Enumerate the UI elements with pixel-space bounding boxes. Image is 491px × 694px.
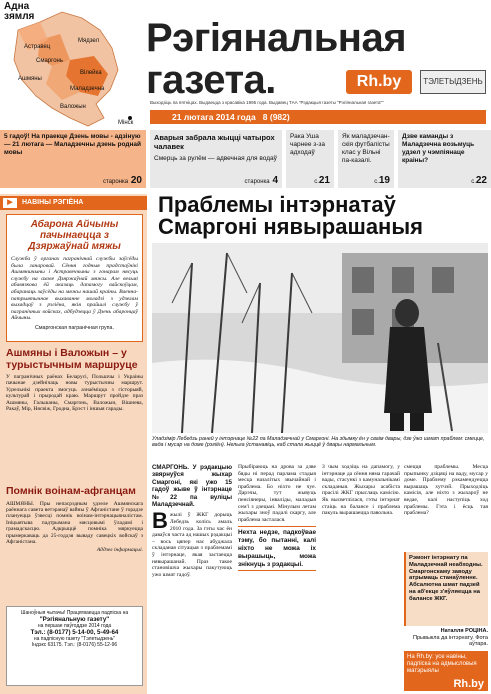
highlight-box: Рэмонт інтэрнату па Маладзечнай неабходны. Смаргонскаму заводу атрымаць станаўленне. Абсалютна шмат падзей на аб'екце з'яўляецца на балансе ЖКГ.: [404, 552, 488, 626]
article-headline: Праблемы інтэрнатаў Смаргоні нявырашаныя: [158, 192, 423, 239]
teaser-2[interactable]: Аварыя забрала жыцці чатырох чалавек Смерць за рулём — адвечная для водаў старонка 4: [150, 130, 282, 188]
city-minsk: Мінск: [118, 120, 134, 126]
article-column-1: [152, 464, 232, 578]
article-column-4: [404, 464, 488, 517]
city-astravec: Астравец: [24, 44, 51, 50]
brand-badge[interactable]: Rh.by: [346, 70, 412, 94]
drop-cap: В: [152, 508, 168, 534]
pull-quote: Нехта недзе, падкоўвае тэму, бо пытанні, калі ніхто не можа іх вырашыць, можа знікнуць з рэдакцыі.: [238, 526, 316, 571]
publication-info: Выходзіць па пятніцах. Выдаецца з красавіка 1995 года. Выдавец ТАА "Рэдакцыя газеты "Рэгіянальная газета"": [150, 100, 384, 105]
story-title: Помнік воінам-афганцам: [6, 485, 136, 497]
article-photo: [152, 243, 488, 433]
story-monument: [6, 486, 143, 554]
teaser-3[interactable]: Рака Уша чарнее з-за адходаў с.21: [286, 130, 334, 188]
city-smarhon: Смаргонь: [36, 58, 63, 64]
teaser-page: старонка 20: [102, 175, 142, 186]
city-maladzechna: Маладзечна: [70, 86, 105, 92]
article-column-3: [322, 464, 400, 517]
story-text: У пагранічных раёнах Беларусі, Польшчы і Украіны пачынае дзейнічаць новы турыстычны маршрут. Удзельнікі праекта змогуць азнаёміцца з гісторыяй, культурай і прыродай краю. Маршрут пройдзе праз Ашмяны, Гальшаны, Смаргонь, Валожын, Вішнева, Ракаў, Мір, Нясвіж, Гродна, Брэст і іншыя гарады.: [6, 374, 143, 413]
teaser-1[interactable]: 5 гадоў! На праекце Дзень мовы - адзіную — 21 лютага — Маладзечны дзень роднай мовы старонка 20: [0, 130, 146, 188]
newspaper-title-line1: Рэгіянальная: [146, 16, 407, 60]
teaser-page: старонка 4: [244, 175, 278, 186]
story-title: Ашмяны і Валожын – у турыстычным маршруце: [6, 347, 138, 371]
article-text: З чым ходзіць на дапамогу, у інтэрнаце да сёння няма гарачай вады, стасункі з камунальнікамі складаныя. Жыхары асабіста прасілі ЖКГ прыслаць камісію. Як высветлілася, гэты інтэрнат стаіць на балансе і праблема пакуль вырашаецца павольна.: [322, 464, 400, 517]
city-valozhyn: Валожын: [60, 104, 86, 110]
article-author: Наталля РОЦІНА. Прывыкла да інтэрнату. Фота аўтара.: [413, 628, 488, 647]
photo-scene: [152, 243, 488, 433]
story-signature: Аддзел інфармацыі.: [96, 547, 143, 554]
teaser-page: с.19: [374, 175, 390, 186]
date-bar: [150, 110, 486, 124]
note-text: Служба ў органах пагранічнай службы заўсёды была ганаровай. Сёння годныя прадстаўнікі Ашмяншчыны і Астравеччыны з гонарам нясуць службу на ахове Дзяржаўнай мяжы. Але вельмі абавязкова ёй аказаць дапамогу вайскоўцам, абаранаць заўсёды на мяжы нашай краіны. Ваенна-патрыятычнае выхаванне моладзі з удзелам выхадцаў з рэгіёна, якія прайшлі службу ў пагранічных войсках, адбудзецца ў Дзень абаронцаў Айчыны.: [11, 256, 138, 322]
article-text: Прыбіраюць на дрова за дзве бяды ні перад парлама стадыя месца назалітых звычайнай і праблема. Бо ніхто не чуе. Дарэчы, тут жывуць пенсіянеры, інваліды, маладыя сем'і з дзецьмі. Мінулым летам жыхары зноў падалі скаргу, але праблема засталася.: [238, 464, 316, 523]
article-lead: СМАРГОНЬ. У рэдакцыю звярнуўся жыхар Смаргоні, які ужо 15 гадоў жыве ў інтэрнаце №22 па вуліцы Маладзечнай.: [152, 464, 232, 509]
story-text: АШМЯНЫ. Пры непасрэдным удзеле Ашмянскага раённага савета ветэранаў вайны ў Афганістане ў горадзе плануецца ўзвесці помнік воінам-інтэрнацыяналістам. Ініцыятыва падтрымана мясцовымі ўладамі і грамадскасцю. Адкрыццё помніка мяркуецца прымеркаваць да 25-годдзя вываду савецкіх войскаў з Афганістана.: [6, 500, 143, 545]
city-ashmiany: Ашмяны: [18, 76, 42, 82]
section-arrow-icon: ▶: [3, 198, 17, 208]
article-text: смецця праблемы. Месца прыпынку дзіцяці на ваду, мусар у доме. Праблему рэкамендуецца вырашаць хутчэй. Прыходзіць камісія, але ніхто з жыхароў не ведае, калі наступіць ход праблемы. Гэта і ёсць тая праблема?: [404, 464, 488, 517]
article-text: жылі ў ЖКГ дорыць Лебедзь колісь амаль 2010 года. За гэты час ён даваўся часта ад нашых рэдакцыі – вось цяпер нас абуджала складаная сітуацыя з праблемамі ў інтэрнаце, якая застаецца нявырашанай. Праз такое становішча жыхары пакутуюць ужо шмат гадоў.: [152, 512, 232, 578]
partner-badge: ТЭЛЕТЫДЗЕНЬ: [420, 70, 486, 94]
region-map: [0, 0, 140, 128]
teaser-4[interactable]: Як маладзечан-скія футбалісты клас у Вільні па-казалі. с.19: [338, 130, 394, 188]
issue-number: 8 (982): [262, 112, 290, 122]
photo-caption: Уладзімір Лебедзь раней у інтэрнаце №22 па Маладзечнай у Смаргоні. На здымку ён у сваім двары, дзе ўжо шмат праблем: смецце, вада і мусар на доме (рэгіён). Нельга ўстанавіць, каб стала жыццё ў двары нармальным.: [152, 436, 485, 449]
note-title: Абарона Айчыны пачынаецца з Дзяржаўнай мяжы: [28, 219, 121, 252]
city-vilejka: Вілейка: [80, 70, 102, 76]
issue-date: 21 лютага 2014 года: [172, 112, 256, 122]
city-miadziel: Мядзел: [78, 38, 100, 44]
teaser-5[interactable]: Дзве каманды з Маладзечна возьмуць удзел у чэмпіянаце краіны? с.22: [398, 130, 491, 188]
map-title: Адна зямля: [4, 1, 35, 22]
teaser-page: с.22: [471, 175, 487, 186]
story-tourism: [6, 348, 143, 412]
newspaper-title-line2: газета.: [146, 58, 276, 102]
section-header: НАВІНЫ РЭГІЁНА: [0, 196, 147, 210]
site-ad[interactable]: На Rh.by: усе навіны, падпіска на адмысловыя матэрыялы Rh.by: [404, 651, 488, 691]
ad-brand: Rh.by: [453, 678, 484, 690]
note-box: [6, 214, 143, 342]
teaser-page: с.21: [314, 175, 330, 186]
article-column-2: [238, 464, 316, 574]
subscription-box: Шаноўныя чытачы! Працягваецца падпіска на "Рэгіянальную газету" на першае паўгоддзе 2014 года Тэл.: (8-0177) 5-14-00, 5-49-64 на падпісную газету "Тэлетыдзень" Індэкс 63175. Тэл.: (8-0176) 55-12-96: [6, 606, 143, 686]
teaser-row: [0, 130, 491, 188]
note-signature: Смаргонская пагранічная група.: [35, 324, 114, 331]
